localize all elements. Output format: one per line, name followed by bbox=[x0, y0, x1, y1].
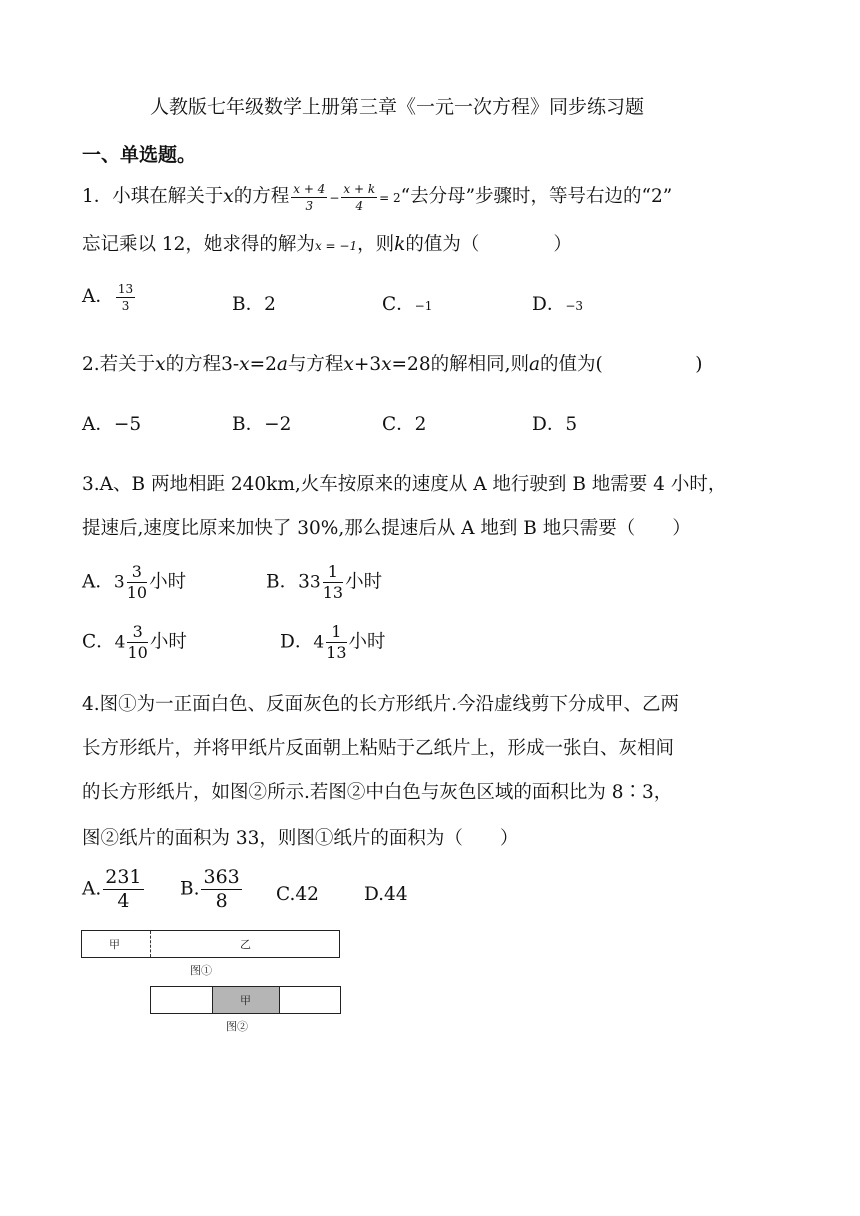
q4-option-b-label: B. bbox=[180, 878, 200, 900]
q1-option-b[interactable]: B．2 bbox=[232, 294, 276, 315]
q2-mid3: 与方程 bbox=[287, 354, 344, 375]
section-heading: 一、单选题。 bbox=[82, 144, 197, 166]
question-3-line-1: 3.A、B 两地相距 240km,火车按原来的速度从 A 地行驶到 B 地需要 4 小时， bbox=[82, 474, 727, 495]
q4-option-b-fraction bbox=[201, 868, 241, 911]
q3-option-d-unit: 小时 bbox=[348, 631, 386, 653]
q1-option-c-label: C． bbox=[382, 294, 415, 315]
q3-option-c-num: 3 bbox=[127, 624, 147, 643]
q4-option-a-num: 231 bbox=[105, 866, 142, 888]
q3-option-a-num: 3 bbox=[127, 564, 147, 583]
figure-1-rectangle bbox=[81, 930, 340, 958]
q2-a1: a bbox=[276, 354, 288, 375]
q3-option-b-unit: 小时 bbox=[345, 571, 383, 593]
figure-2-caption: 图② bbox=[226, 1020, 248, 1033]
q2-option-d[interactable]: D．5 bbox=[532, 414, 578, 435]
question-1-line-1 bbox=[82, 180, 672, 215]
q2-mid4: +3 bbox=[353, 354, 382, 375]
q3-option-c-den: 10 bbox=[127, 643, 148, 662]
q4-option-a-label: A. bbox=[82, 878, 102, 900]
q4-option-b-den: 8 bbox=[215, 890, 228, 912]
q1-option-a-den: 3 bbox=[121, 298, 130, 313]
q1-text-post: “去分母”步骤时，等号右边的“2” bbox=[400, 186, 673, 207]
q2-x4: x bbox=[381, 354, 392, 375]
q1-minus: − bbox=[329, 191, 340, 205]
q3-option-d[interactable] bbox=[280, 624, 386, 661]
q3-option-a-fraction bbox=[127, 564, 147, 601]
q1-option-d-value: −3 bbox=[565, 299, 584, 313]
figure-1-dashed-cut-line bbox=[150, 931, 151, 957]
q1-text: 1．小琪在解关于 bbox=[82, 186, 224, 207]
q2-option-b[interactable]: B．−2 bbox=[232, 414, 292, 435]
q1-fraction-1 bbox=[291, 183, 327, 212]
question-4-line-4: 图②纸片的面积为 33，则图①纸片的面积为（ ） bbox=[82, 828, 519, 849]
q2-post: 的值为( ) bbox=[540, 354, 703, 375]
q1-line2-post: 的值为（ ） bbox=[405, 234, 572, 255]
question-1-line-2 bbox=[82, 230, 572, 256]
page-title: 人教版七年级数学上册第三章《一元一次方程》同步练习题 bbox=[150, 96, 645, 118]
question-2 bbox=[82, 350, 702, 376]
q3-option-a-whole: 3 bbox=[113, 572, 125, 593]
q4-option-a-den: 4 bbox=[117, 890, 130, 912]
q1-option-c[interactable] bbox=[382, 290, 432, 316]
q1-rhs: = 2 bbox=[379, 191, 401, 205]
q3-option-d-whole: 4 bbox=[313, 632, 325, 653]
figure-1-part-yi: 乙 bbox=[240, 938, 251, 951]
q4-option-c[interactable]: C.42 bbox=[276, 884, 319, 905]
q2-mid5: =28的解相同,则 bbox=[391, 354, 529, 375]
q3-option-c-unit: 小时 bbox=[149, 631, 187, 653]
q1-fraction-2-num: x + k bbox=[343, 181, 376, 196]
q3-option-b-whole: 3 bbox=[309, 572, 321, 593]
q3-option-a-unit: 小时 bbox=[149, 571, 187, 593]
q2-option-c[interactable]: C．2 bbox=[382, 414, 427, 435]
q1-fraction-2 bbox=[341, 183, 377, 212]
q1-option-a-fraction bbox=[116, 283, 135, 312]
q2-mid2: =2 bbox=[249, 354, 277, 375]
q3-option-c-whole: 4 bbox=[114, 632, 126, 653]
q1-line2-text: 忘记乘以 12，她求得的解为 bbox=[82, 234, 315, 255]
q3-option-b-fraction bbox=[323, 564, 343, 601]
q3-option-c[interactable] bbox=[82, 624, 187, 661]
q1-line2-mid: ，则 bbox=[357, 234, 395, 255]
q1-option-a[interactable] bbox=[82, 282, 137, 312]
question-3-line-2: 提速后,速度比原来加快了 30%,那么提速后从 A 地到 B 地只需要（ ） bbox=[82, 518, 691, 539]
q3-option-d-label: D． bbox=[280, 631, 314, 653]
q1-option-c-value: −1 bbox=[414, 299, 433, 313]
question-4-line-1: 4.图①为一正面白色、反面灰色的长方形纸片.今沿虚线剪下分成甲、乙两 bbox=[82, 694, 680, 715]
q3-option-b-num: 1 bbox=[323, 564, 343, 583]
q4-option-a[interactable] bbox=[82, 868, 146, 911]
q2-a2: a bbox=[528, 354, 541, 375]
q1-option-a-label: A． bbox=[82, 286, 114, 307]
q3-option-b[interactable] bbox=[266, 564, 382, 601]
q3-option-c-fraction bbox=[127, 624, 147, 661]
q4-option-d[interactable]: D.44 bbox=[364, 884, 408, 905]
q3-option-a-den: 10 bbox=[126, 583, 148, 602]
q1-fraction-2-den: 4 bbox=[355, 198, 364, 213]
q3-option-b-label: B．3 bbox=[266, 571, 310, 593]
q4-option-b[interactable] bbox=[180, 868, 244, 911]
q1-var-x: x bbox=[223, 186, 234, 207]
q2-mid1: 的方程3- bbox=[165, 354, 240, 375]
q1-var-k: k bbox=[394, 234, 406, 255]
figure-2-rectangle bbox=[150, 986, 341, 1014]
q1-option-a-num: 13 bbox=[117, 281, 134, 296]
q3-option-d-fraction bbox=[326, 624, 346, 661]
question-4-line-3: 的长方形纸片，如图②所示.若图②中白色与灰色区域的面积比为 8∶3， bbox=[82, 782, 673, 803]
q3-option-a[interactable] bbox=[82, 564, 186, 601]
figure-1-caption: 图① bbox=[190, 964, 212, 977]
q1-solution: x = −1 bbox=[314, 239, 358, 253]
q4-option-a-fraction bbox=[103, 868, 143, 911]
q2-pre: 2.若关于 bbox=[82, 354, 156, 375]
figure-1-part-jia: 甲 bbox=[109, 938, 120, 951]
q2-x2: x bbox=[239, 354, 250, 375]
q2-x3: x bbox=[343, 354, 354, 375]
q1-option-d-label: D． bbox=[532, 294, 566, 315]
q3-option-d-den: 13 bbox=[326, 643, 347, 662]
q2-option-a[interactable]: A．−5 bbox=[82, 414, 142, 435]
q1-option-d[interactable] bbox=[532, 290, 583, 316]
q3-option-a-label: A． bbox=[82, 571, 114, 593]
q3-option-b-den: 13 bbox=[322, 583, 344, 602]
question-4-line-2: 长方形纸片，并将甲纸片反面朝上粘贴于乙纸片上，形成一张白、灰相间 bbox=[82, 738, 675, 759]
figure-2-part-jia: 甲 bbox=[240, 994, 251, 1007]
q1-fraction-1-den: 3 bbox=[305, 198, 314, 213]
q1-fraction-1-num: x + 4 bbox=[293, 181, 326, 196]
q3-option-d-num: 1 bbox=[326, 624, 346, 643]
q4-option-b-num: 363 bbox=[203, 866, 240, 888]
q3-option-c-label: C． bbox=[82, 631, 115, 653]
q2-var-x: x bbox=[155, 354, 166, 375]
q1-text-mid: 的方程 bbox=[233, 186, 290, 207]
